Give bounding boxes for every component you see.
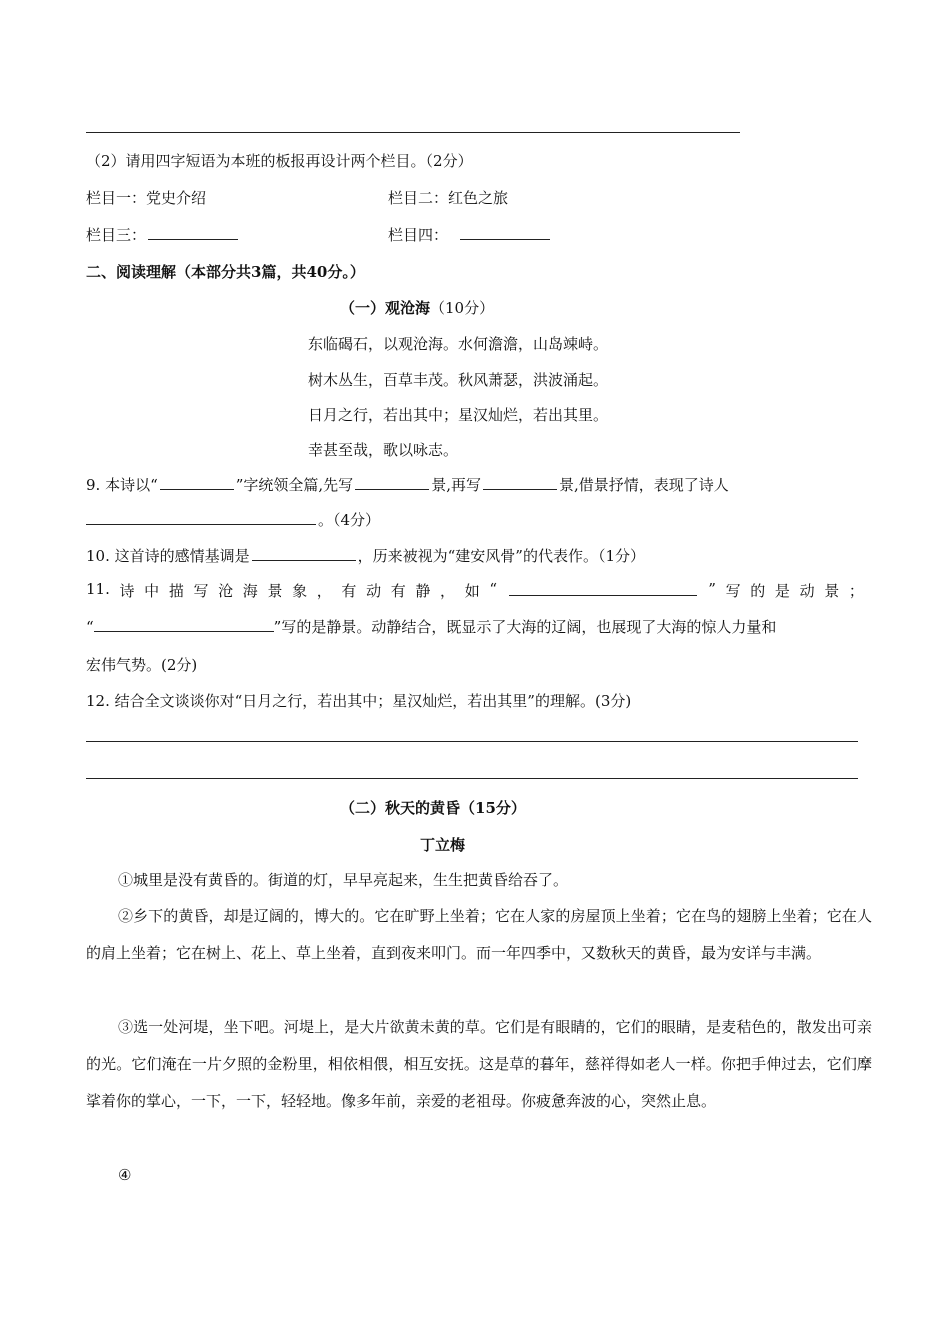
q12-prompt: 12. 结合全文谈谈你对“日月之行，若出其中；星汉灿烂，若出其里”的理解。(3分)	[86, 692, 632, 710]
q10-text-1: 10. 这首诗的感情基调是	[86, 547, 250, 565]
q11-char: 如	[464, 582, 480, 600]
q11-char: 动	[799, 582, 815, 600]
column-1-value: 党史介绍	[146, 189, 207, 207]
column-1-label: 栏目一：	[86, 189, 147, 207]
prose-paragraph-2: ②乡下的黄昏，却是辽阔的，博大的。它在旷野上坐着；它在人家的房屋顶上坐着；它在鸟的翅膀上坐着；它在人的肩上坐着；它在树上、花上、草上坐着，直到夜来叩门。而一年四季中，又数秋天的黄昏，最为安详与丰满。	[86, 907, 872, 962]
column-4	[388, 224, 552, 245]
q9-blank-3[interactable]	[483, 474, 557, 490]
column-2	[388, 187, 508, 208]
q11-line-1	[86, 580, 864, 601]
q11-char: 景	[267, 582, 283, 600]
q9-blank-1[interactable]	[160, 474, 234, 490]
q10-blank[interactable]	[252, 545, 356, 561]
poem-title-row	[340, 297, 494, 318]
section2-heading: 二、阅读理解（本部分共3篇，共40分。）	[86, 263, 365, 281]
prose-author: 丁立梅	[420, 836, 466, 854]
q11-line-2	[86, 616, 776, 637]
q11-char: 诗	[119, 582, 135, 600]
poem-line-1: 东临碣石，以观沧海。水何澹澹，山岛竦峙。	[308, 335, 609, 353]
poem-title: （一）观沧海	[340, 299, 431, 317]
q11-char: 静	[415, 582, 431, 600]
q10-line	[86, 545, 645, 566]
column-3	[86, 224, 240, 245]
q11-char: ；	[848, 582, 864, 600]
q9-text-5: 。（4分）	[318, 511, 381, 529]
column-4-blank[interactable]	[460, 224, 550, 240]
poem-line-3: 日月之行，若出其中；星汉灿烂，若出其里。	[308, 406, 609, 424]
q12-answer-line-2[interactable]	[86, 778, 858, 779]
q11-char: 象	[292, 582, 308, 600]
column-4-label: 栏目四：	[388, 226, 449, 244]
poem-line-2: 树木丛生，百草丰茂。秋风萧瑟，洪波涌起。	[308, 371, 609, 389]
q11-char: 景	[824, 582, 840, 600]
prose-title: （二）秋天的黄昏（15分）	[340, 799, 526, 817]
q2-prompt: （2）请用四字短语为本班的板报再设计两个栏目。（2分）	[86, 152, 473, 170]
q11-char: 中	[144, 582, 160, 600]
q11-char: ”	[708, 580, 716, 598]
q10-text-2: ，历来被视为“建安风骨”的代表作。（1分）	[357, 547, 646, 565]
column-3-blank[interactable]	[148, 224, 238, 240]
q11-char: 11.	[86, 580, 110, 598]
q11-char: 描	[168, 582, 184, 600]
q9-text-3: 景,再写	[431, 476, 481, 494]
q11-char: ，	[316, 582, 332, 600]
q9-text-4: 景,借景抒情，表现了诗人	[558, 476, 729, 494]
q9-line-1	[86, 474, 729, 495]
q9-blank-2[interactable]	[355, 474, 429, 490]
prose-paragraph-1: ①城里是没有黄昏的。街道的灯，早早亮起来，生生把黄昏给吞了。	[118, 871, 569, 889]
q11-blank-2[interactable]	[94, 616, 274, 632]
q11-char: 的	[750, 582, 766, 600]
q11-char: 沧	[218, 582, 234, 600]
q9-line-2	[86, 509, 380, 530]
q11-char: 写	[725, 582, 741, 600]
q11-char: ，	[440, 582, 456, 600]
q11-char: 有	[341, 582, 357, 600]
poem-line-4: 幸甚至哉，歌以咏志。	[308, 441, 459, 459]
column-2-value: 红色之旅	[448, 189, 509, 207]
column-1	[86, 187, 206, 208]
q9-blank-4[interactable]	[86, 509, 316, 525]
q11-line-3: 宏伟气势。(2分)	[86, 656, 198, 674]
prose-paragraph-4: ④	[118, 1166, 132, 1184]
q11-char: 有	[390, 582, 406, 600]
q11-char: 是	[774, 582, 790, 600]
prose-paragraph-3: ③选一处河堤，坐下吧。河堤上，是大片欲黄未黄的草。它们是有眼睛的，它们的眼睛，是麦秸色的，散发出可亲的光。它们淹在一片夕照的金粉里，相依相偎，相互安抚。这是草的暮年，慈祥得如老人一样。你把手伸过去，它们摩挲着你的掌心，一下，一下，轻轻地。像多年前，亲爱的老祖母。你疲惫奔波的心，突然止息。	[86, 1018, 872, 1110]
q9-text-2: ”字统领全篇,先写	[235, 476, 354, 494]
q11-line2-open: “	[86, 618, 94, 636]
answer-line-top	[86, 132, 740, 133]
q12-answer-line-1[interactable]	[86, 741, 858, 742]
column-2-label: 栏目二：	[388, 189, 449, 207]
column-3-label: 栏目三：	[86, 226, 147, 244]
q11-char: 动	[366, 582, 382, 600]
poem-score: （10分）	[430, 299, 495, 317]
q9-text-1: 9. 本诗以“	[86, 476, 158, 494]
q11-char: “	[489, 580, 498, 598]
q11-line2-rest: ”写的是静景。动静结合，既显示了大海的辽阔，也展现了大海的惊人力量和	[273, 618, 777, 636]
q11-char: 写	[193, 582, 209, 600]
q11-blank-1[interactable]	[509, 580, 697, 596]
q11-char: 海	[242, 582, 258, 600]
